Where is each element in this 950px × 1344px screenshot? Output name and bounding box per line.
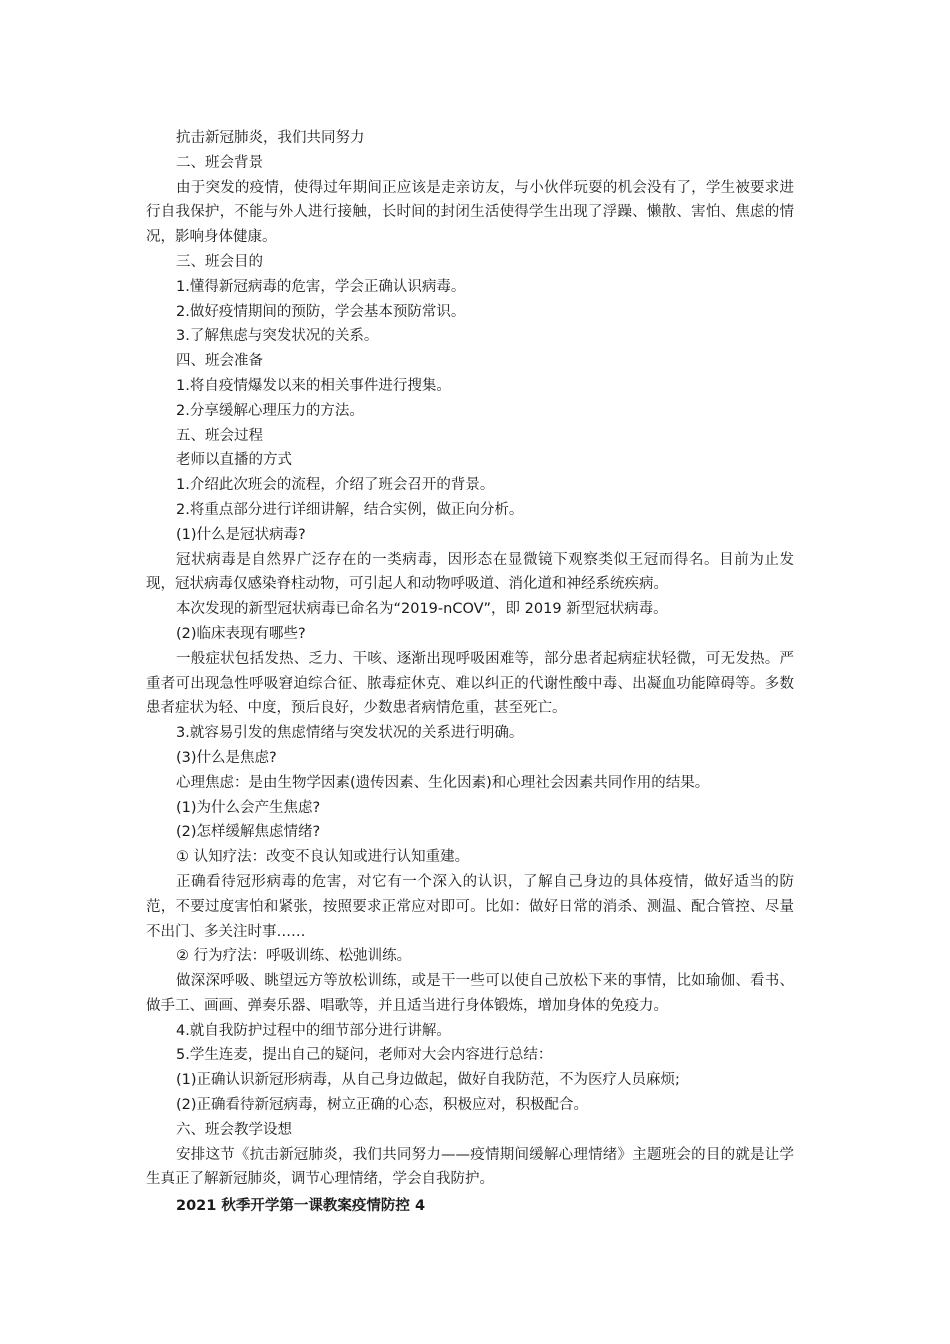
paragraph-background: 由于突发的疫情，使得过年期间正应该是走亲访友，与小伙伴玩耍的机会没有了，学生被要求进行自我保护，不能与外人进行接触，长时间的封闭生活使得学生出现了浮躁、懒散、害怕、焦虑的情况，影响身体健康。 (146, 179, 794, 246)
question-item: (2)临床表现有哪些? (176, 625, 306, 642)
paragraph-theme: 抗击新冠肺炎，我们共同努力 (176, 130, 365, 146)
paragraph: 老师以直播的方式 (176, 452, 292, 469)
list-item: (1)正确认识新冠形病毒，从自己身边做起，做好自我防范，不为医疗人员麻烦; (176, 1072, 680, 1089)
section-heading-process: 五、班会过程 (176, 427, 263, 444)
question-item: (2)怎样缓解焦虑情绪? (176, 824, 321, 841)
paragraph: 心理焦虑：是由生物学因素(遗传因素、生化因素)和心理社会因素共同作用的结果。 (176, 774, 710, 791)
list-item: 2.做好疫情期间的预防，学会基本预防常识。 (176, 303, 466, 320)
paragraph: 本次发现的新型冠状病毒已命名为“2019-nCOV”，即 2019 新型冠状病毒。 (176, 601, 668, 618)
document-body (146, 126, 794, 1219)
paragraph: 一般症状包括发热、乏力、干咳、逐渐出现呼吸困难等，部分患者起病症状轻微，可无发热。严重者可出现急性呼吸窘迫综合征、脓毒症休克、难以纠正的代谢性酸中毒、出凝血功能障碍等。多数患者症状为轻、中度，预后良好，少数患者病情危重，甚至死亡。 (146, 650, 794, 717)
section-heading-preparation: 四、班会准备 (176, 353, 263, 370)
paragraph: 做深深呼吸、眺望远方等放松训练，或是干一些可以使自己放松下来的事情，比如瑜伽、看书、做手工、画画、弹奏乐器、唱歌等，并且适当进行身体锻炼，增加身体的免疫力。 (146, 973, 794, 1014)
section-heading-reflection: 六、班会教学设想 (176, 1121, 292, 1138)
list-item: 4.就自我防护过程中的细节部分进行讲解。 (176, 1022, 451, 1039)
section-heading-purpose: 三、班会目的 (176, 253, 263, 270)
list-item: 2.将重点部分进行详细讲解，结合实例，做正向分析。 (176, 501, 524, 518)
list-item: (2)正确看待新冠病毒，树立正确的心态，积极应对，积极配合。 (176, 1097, 589, 1114)
list-item: ① 认知疗法：改变不良认知或进行认知重建。 (176, 849, 470, 866)
list-item: 1.介绍此次班会的流程，介绍了班会召开的背景。 (176, 477, 495, 494)
list-item: 3.就容易引发的焦虑情绪与突发状况的关系进行明确。 (176, 725, 524, 742)
next-lesson-heading: 2021 秋季开学第一课教案疫情防控 4 (176, 1198, 426, 1215)
question-item: (1)什么是冠状病毒? (176, 526, 306, 543)
paragraph: 安排这节《抗击新冠肺炎，我们共同努力——疫情期间缓解心理情绪》主题班会的目的就是让学生真正了解新冠肺炎，调节心理情绪，学会自我防护。 (146, 1146, 794, 1188)
list-item: 5.学生连麦，提出自己的疑问，老师对大会内容进行总结： (176, 1047, 553, 1064)
paragraph: 正确看待冠形病毒的危害，对它有一个深入的认识，了解自己身边的具体疫情，做好适当的防范，不要过度害怕和紧张，按照要求正常应对即可。比如：做好日常的消杀、测温、配合管控、尽量不出门、多关注时事…… (146, 873, 794, 940)
list-item: 2.分享缓解心理压力的方法。 (176, 402, 364, 419)
list-item: 1.懂得新冠病毒的危害，学会正确认识病毒。 (176, 278, 466, 295)
section-heading-background: 二、班会背景 (176, 154, 263, 171)
question-item: (3)什么是焦虑? (176, 749, 277, 766)
paragraph: 冠状病毒是自然界广泛存在的一类病毒，因形态在显微镜下观察类似王冠而得名。目前为止发现，冠状病毒仅感染脊柱动物，可引起人和动物呼吸道、消化道和神经系统疾病。 (146, 551, 794, 593)
list-item: 1.将自疫情爆发以来的相关事件进行搜集。 (176, 377, 451, 394)
list-item: 3.了解焦虑与突发状况的关系。 (176, 328, 379, 345)
list-item: ② 行为疗法：呼吸训练、松弛训练。 (176, 948, 412, 965)
question-item: (1)为什么会产生焦虑? (176, 799, 321, 816)
